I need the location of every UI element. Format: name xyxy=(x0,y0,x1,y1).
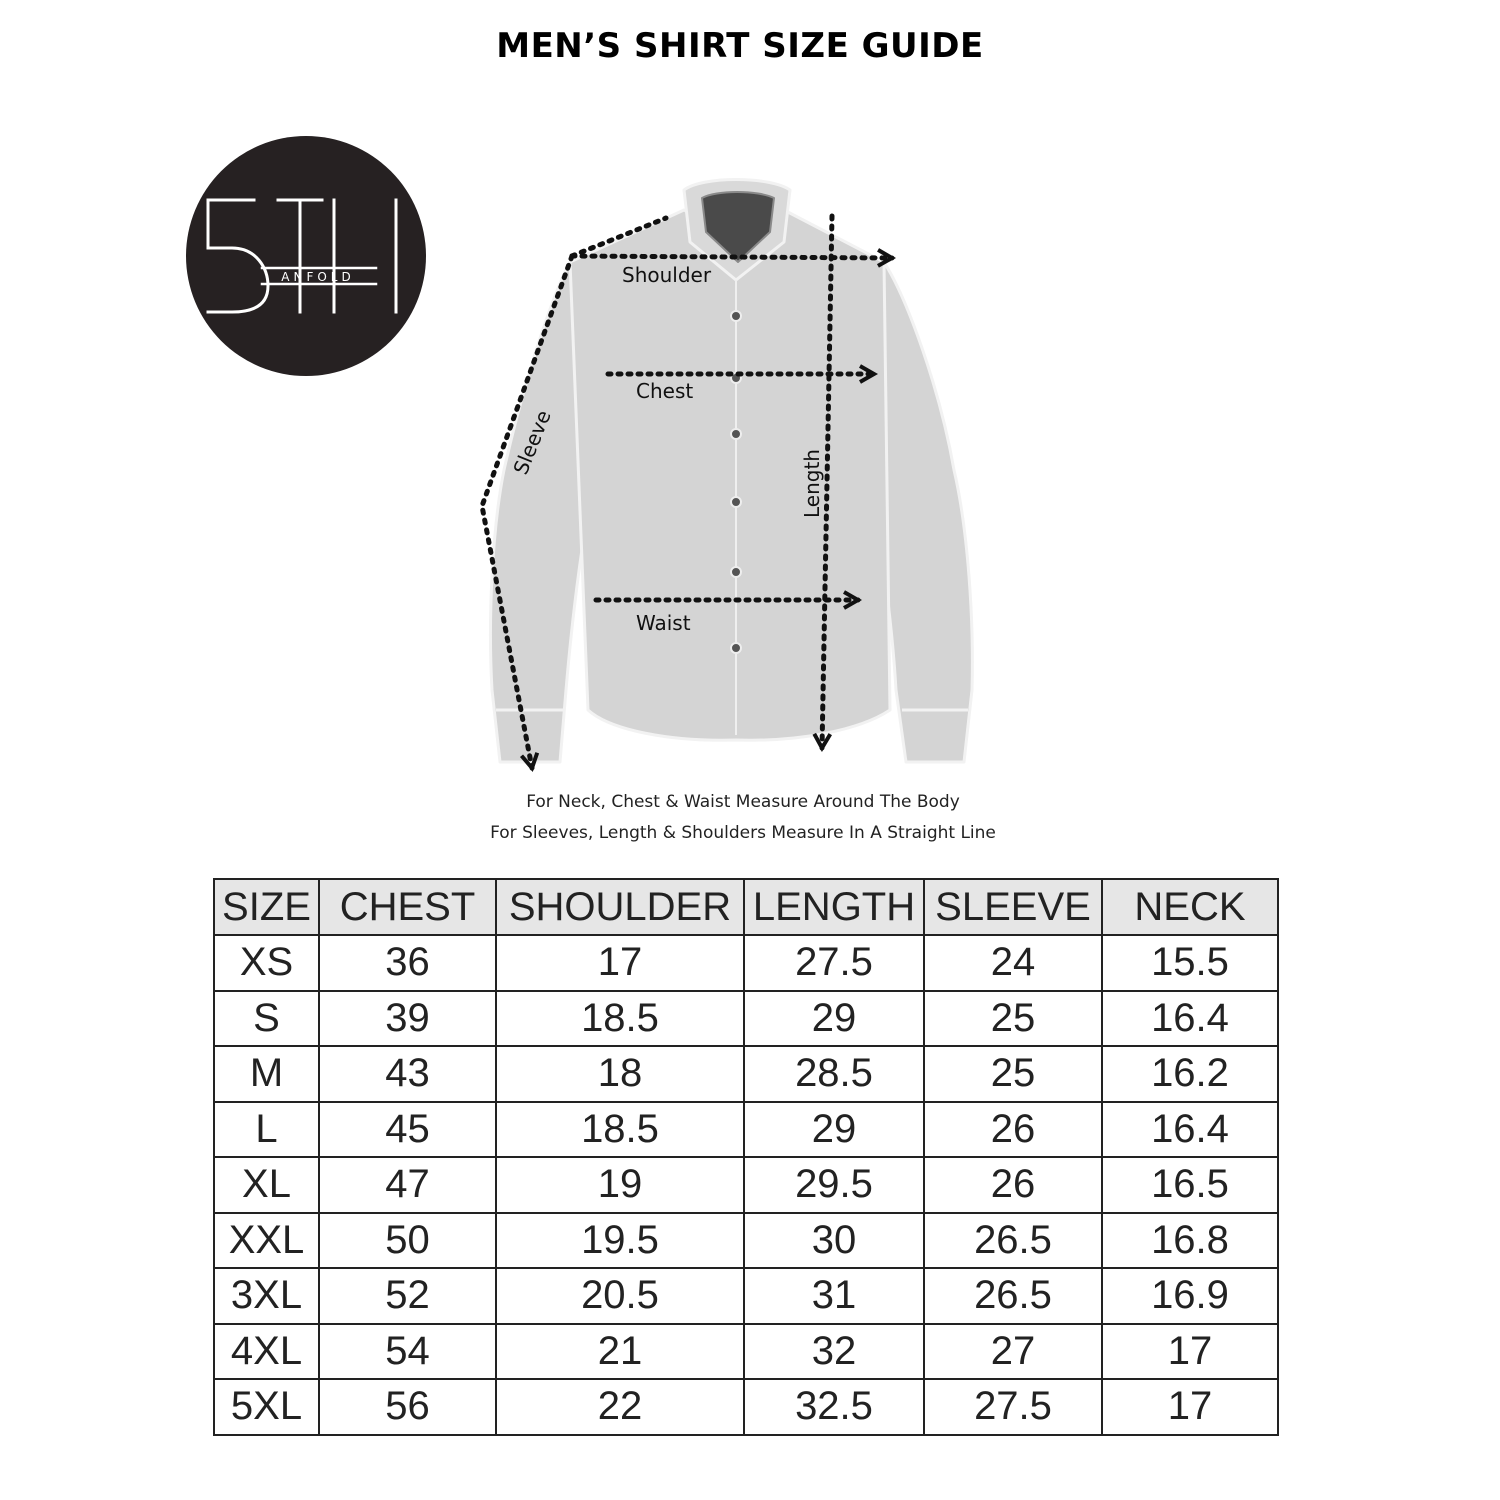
column-header-size: SIZE xyxy=(214,879,319,935)
waist-label: Waist xyxy=(636,611,691,635)
table-cell: 16.4 xyxy=(1102,991,1278,1047)
table-cell: 52 xyxy=(319,1268,496,1324)
table-cell: 16.2 xyxy=(1102,1046,1278,1102)
table-cell: 16.5 xyxy=(1102,1157,1278,1213)
table-cell: 30 xyxy=(744,1213,924,1269)
sleeve-label: Sleeve xyxy=(508,406,556,478)
table-cell: 43 xyxy=(319,1046,496,1102)
length-label: Length xyxy=(800,449,824,518)
table-cell: 27.5 xyxy=(924,1379,1102,1435)
table-cell: 20.5 xyxy=(496,1268,744,1324)
instruction-straight-line: For Sleeves, Length & Shoulders Measure In A Straight Line xyxy=(490,823,996,843)
shoulder-label: Shoulder xyxy=(622,263,712,287)
column-header-neck: NECK xyxy=(1102,879,1278,935)
table-cell: 19.5 xyxy=(496,1213,744,1269)
column-header-sleeve: SLEEVE xyxy=(924,879,1102,935)
table-cell: M xyxy=(214,1046,319,1102)
table-header-row xyxy=(214,879,1278,935)
table-cell: 50 xyxy=(319,1213,496,1269)
table-cell: XS xyxy=(214,935,319,991)
table-row xyxy=(214,1268,1278,1324)
table-cell: 21 xyxy=(496,1324,744,1380)
brand-logo xyxy=(186,136,426,376)
table-row xyxy=(214,991,1278,1047)
table-cell: 4XL xyxy=(214,1324,319,1380)
table-cell: 15.5 xyxy=(1102,935,1278,991)
table-cell: 16.4 xyxy=(1102,1102,1278,1158)
table-row xyxy=(214,1379,1278,1435)
table-cell: 18 xyxy=(496,1046,744,1102)
shirt-diagram xyxy=(440,150,1060,790)
table-cell: L xyxy=(214,1102,319,1158)
table-cell: XXL xyxy=(214,1213,319,1269)
table-row xyxy=(214,1324,1278,1380)
table-row xyxy=(214,1213,1278,1269)
table-row xyxy=(214,1102,1278,1158)
table-cell: 36 xyxy=(319,935,496,991)
table-cell: 32.5 xyxy=(744,1379,924,1435)
table-row xyxy=(214,1157,1278,1213)
table-cell: 16.9 xyxy=(1102,1268,1278,1324)
table-cell: 39 xyxy=(319,991,496,1047)
table-cell: 17 xyxy=(496,935,744,991)
table-cell: 26 xyxy=(924,1102,1102,1158)
table-cell: 27 xyxy=(924,1324,1102,1380)
column-header-shoulder: SHOULDER xyxy=(496,879,744,935)
table-cell: 45 xyxy=(319,1102,496,1158)
table-cell: 5XL xyxy=(214,1379,319,1435)
table-cell: 17 xyxy=(1102,1324,1278,1380)
table-cell: 22 xyxy=(496,1379,744,1435)
table-cell: 54 xyxy=(319,1324,496,1380)
table-cell: 26 xyxy=(924,1157,1102,1213)
table-cell: 24 xyxy=(924,935,1102,991)
table-cell: 27.5 xyxy=(744,935,924,991)
shirt-illustration xyxy=(491,180,973,763)
table-cell: 16.8 xyxy=(1102,1213,1278,1269)
table-cell: 29 xyxy=(744,991,924,1047)
page-title: MEN’S SHIRT SIZE GUIDE xyxy=(496,26,984,66)
table-cell: 29 xyxy=(744,1102,924,1158)
table-cell: S xyxy=(214,991,319,1047)
table-cell: 28.5 xyxy=(744,1046,924,1102)
logo-mark-icon xyxy=(186,136,426,376)
table-cell: 18.5 xyxy=(496,1102,744,1158)
table-cell: 26.5 xyxy=(924,1213,1102,1269)
size-table xyxy=(213,878,1279,1436)
logo-subtext: ANFOLD xyxy=(281,270,355,284)
column-header-length: LENGTH xyxy=(744,879,924,935)
table-cell: 32 xyxy=(744,1324,924,1380)
table-cell: 25 xyxy=(924,991,1102,1047)
table-cell: 56 xyxy=(319,1379,496,1435)
table-cell: 25 xyxy=(924,1046,1102,1102)
table-cell: 47 xyxy=(319,1157,496,1213)
table-cell: XL xyxy=(214,1157,319,1213)
table-cell: 26.5 xyxy=(924,1268,1102,1324)
shoulder-arrow xyxy=(572,256,892,258)
table-cell: 3XL xyxy=(214,1268,319,1324)
instruction-around-body: For Neck, Chest & Waist Measure Around The Body xyxy=(526,792,960,812)
table-row xyxy=(214,935,1278,991)
table-row xyxy=(214,1046,1278,1102)
table-cell: 18.5 xyxy=(496,991,744,1047)
table-cell: 29.5 xyxy=(744,1157,924,1213)
table-cell: 31 xyxy=(744,1268,924,1324)
column-header-chest: CHEST xyxy=(319,879,496,935)
table-cell: 17 xyxy=(1102,1379,1278,1435)
chest-label: Chest xyxy=(636,379,694,403)
table-cell: 19 xyxy=(496,1157,744,1213)
